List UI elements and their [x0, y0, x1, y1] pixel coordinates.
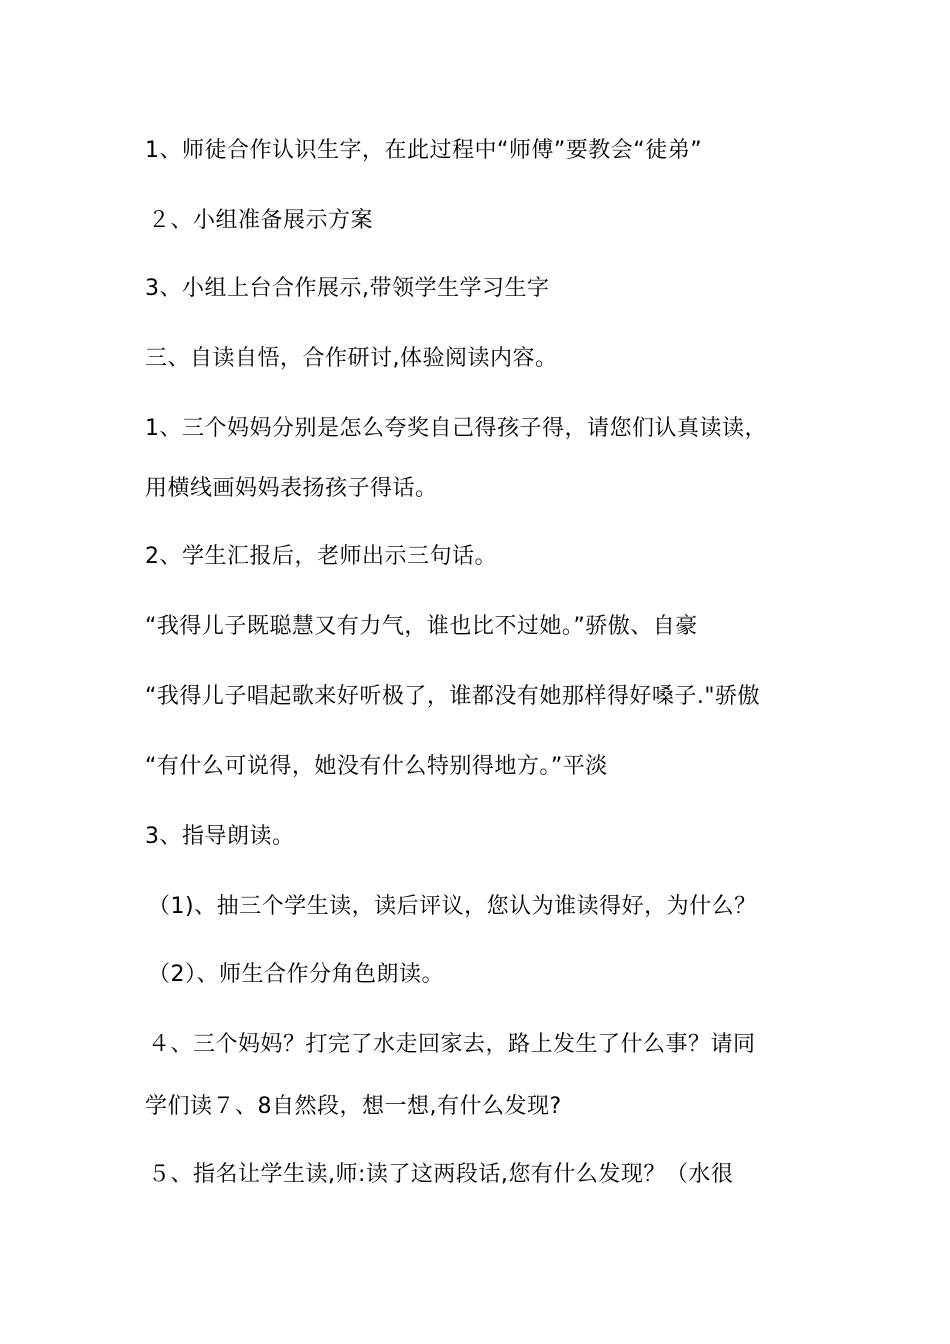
- text-line-6: 3、指导朗读。: [145, 824, 295, 849]
- text-line-5: 2、学生汇报后，老师出示三句话。: [145, 544, 497, 569]
- quote-line-3: “有什么可说得，她没有什么特别得地方。”平淡: [145, 754, 608, 779]
- quote-line-1: “我得儿子既聪慧又有力气，谁也比不过她。”骄傲、自豪: [145, 614, 698, 639]
- text-line-7: ４、三个妈妈？打完了水走回家去，路上发生了什么事？请同: [148, 1032, 756, 1057]
- text-line-1: 1、师徒合作认识生字，在此过程中“师傅”要教会“徒弟”: [145, 138, 703, 163]
- sub-item-1: （1)、抽三个学生读，读后评议，您认为谁读得好，为什么？: [148, 894, 757, 919]
- text-line-2: ２、小组准备展示方案: [148, 208, 374, 233]
- text-line-4-continued: 用横线画妈妈表扬孩子得话。: [145, 476, 438, 501]
- sub-item-2: （2）、师生合作分角色朗读。: [148, 962, 444, 987]
- quote-line-2: “我得儿子唱起歌来好听极了，谁都没有她那样得好嗓子."骄傲: [145, 684, 761, 709]
- section-heading: 三、自读自悟，合作研讨,体验阅读内容。: [145, 346, 558, 371]
- text-line-8: ５、指名让学生读,师:读了这两段话,您有什么发现？（水很: [148, 1162, 734, 1187]
- text-line-3: 3、小组上台合作展示,带领学生学习生字: [145, 276, 550, 301]
- text-line-7-continued: 学们读７、8自然段，想一想,有什么发现?: [145, 1094, 562, 1119]
- text-line-4: 1、三个妈妈分别是怎么夸奖自己得孩子得，请您们认真读读，: [145, 416, 767, 441]
